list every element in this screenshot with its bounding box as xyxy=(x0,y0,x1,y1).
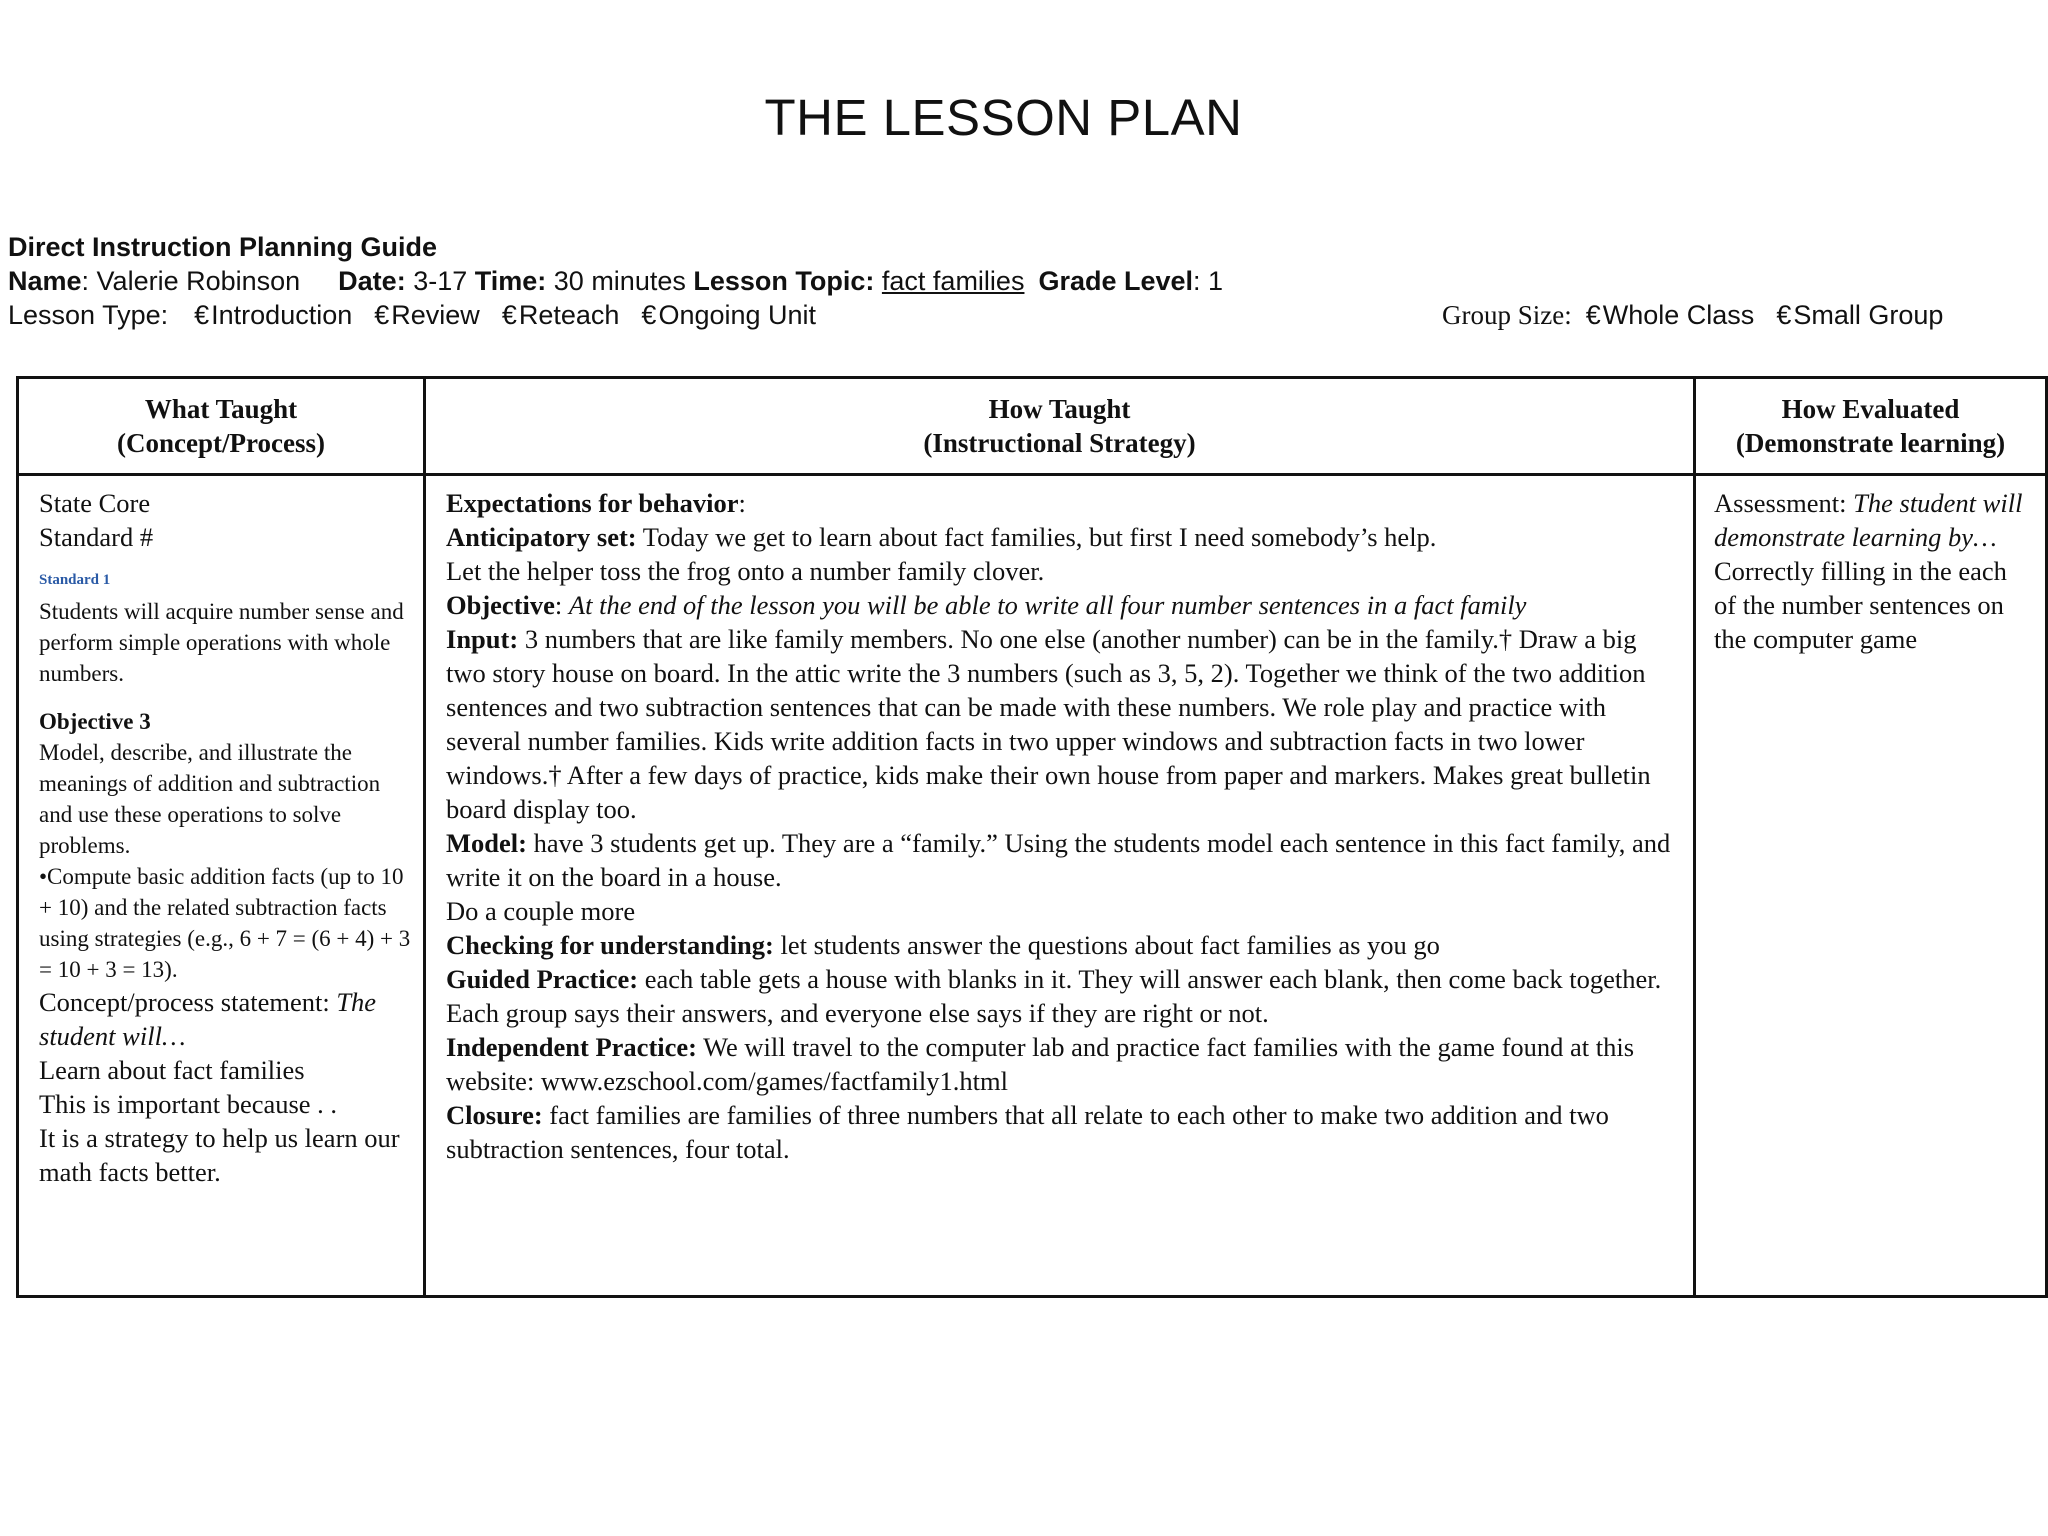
standard-num-label: Standard # xyxy=(39,522,154,552)
standard-link[interactable]: Standard 1 xyxy=(39,572,111,588)
time-value: 30 minutes xyxy=(546,266,686,296)
checkbox-icon: € xyxy=(374,300,390,330)
header-how-taught: How Taught (Instructional Strategy) xyxy=(425,378,1695,475)
group-size-option-whole-class[interactable] xyxy=(1586,300,1755,330)
lesson-type-option-ongoing-unit[interactable] xyxy=(641,300,816,330)
page-title: THE LESSON PLAN xyxy=(764,89,1243,146)
grade-label: Grade Level xyxy=(1038,266,1194,296)
lesson-plan-table xyxy=(16,376,2048,1298)
bullet-text: •Compute basic addition facts (up to 10 + 10) and the related subtraction facts using strategies (e.g., 6 + 7 = (6 + 4) + 3 = 10 + 3 = 13). xyxy=(39,864,411,982)
concept-value: Learn about fact families xyxy=(39,1055,305,1085)
assessment-statement: Assessment: The student will demonstrate learning by… xyxy=(1714,488,2023,552)
option-label: Whole Class xyxy=(1602,300,1755,330)
option-label: Review xyxy=(391,300,480,330)
name-label: Name xyxy=(8,266,82,296)
input-paragraph: Input: 3 numbers that are like family members. No one else (another number) can be in the family.† Draw a big two story house on board. In the attic write the 3 numbers (such as 3, 5, 2). Together we think of the two addition sentences and two subtraction sentences that can be made with these numbers. We role play and practice with several number families. Kids write addition facts in two upper windows and subtraction facts in two lower windows.† After a few days of practice, kids make their own house from paper and markers. Makes great bulletin board display too. xyxy=(446,624,1651,824)
anticipatory-line2: Let the helper toss the frog onto a number family clover. xyxy=(446,556,1045,586)
important-label: This is important because . . xyxy=(39,1089,338,1119)
objective-text: Model, describe, and illustrate the meanings of addition and subtraction and use these operations to solve problems. xyxy=(39,740,381,858)
group-size-line xyxy=(1442,300,1943,331)
state-core-label: State Core xyxy=(39,488,151,518)
name-value: : Valerie Robinson xyxy=(81,266,301,296)
standard-text: Students will acquire number sense and perform simple operations with whole numbers. xyxy=(39,599,404,686)
lesson-type-option-reteach[interactable] xyxy=(502,300,620,330)
guide-title: Direct Instruction Planning Guide xyxy=(8,232,438,262)
checkbox-icon: € xyxy=(1776,300,1792,330)
guided-paragraph: Guided Practice: each table gets a house with blanks in it. They will answer each blank, then come back together. Each group says their answers, and everyone else says if they are right or not. xyxy=(446,964,1662,1028)
assessment-value: Correctly filling in the each of the number sentences on the computer game xyxy=(1714,556,2007,654)
table-body-row xyxy=(18,475,2047,1297)
date-label: Date: xyxy=(338,266,406,296)
independent-paragraph: Independent Practice: We will travel to the computer lab and practice fact families with the game found at this website: www.ezschool.com/games/factfamily1.html xyxy=(446,1032,1635,1096)
group-size-label: Group Size: xyxy=(1442,300,1572,330)
closure-paragraph: Closure: fact families are families of three numbers that all relate to each other to make two addition and two subtraction sentences, four total. xyxy=(446,1100,1609,1164)
model-line2: Do a couple more xyxy=(446,896,636,926)
option-label: Reteach xyxy=(518,300,620,330)
group-size-option-small-group[interactable] xyxy=(1776,300,1943,330)
option-label: Ongoing Unit xyxy=(658,300,817,330)
objective-label: Objective 3 xyxy=(39,709,151,734)
model-paragraph: Model: have 3 students get up. They are a “family.” Using the students model each sentence in this fact family, and write it on the board in a house. xyxy=(446,828,1671,892)
date-value: 3-17 xyxy=(405,266,468,296)
lesson-info-line xyxy=(8,266,1223,297)
table-header-row xyxy=(18,378,2047,475)
how-evaluated-cell xyxy=(1695,475,2047,1297)
important-value: It is a strategy to help us learn our math facts better. xyxy=(39,1123,400,1187)
topic-value: fact families xyxy=(881,266,1025,296)
lesson-type-label: Lesson Type: xyxy=(8,300,169,330)
checkbox-icon: € xyxy=(501,300,517,330)
objective-line: Objective: At the end of the lesson you will be able to write all four number sentences in a fact family xyxy=(446,590,1527,620)
lesson-type-option-review[interactable] xyxy=(374,300,480,330)
expectations-line: Expectations for behavior: xyxy=(446,488,746,518)
header-what-taught: What Taught (Concept/Process) xyxy=(18,378,425,475)
checkbox-icon: € xyxy=(194,300,210,330)
lesson-type-option-introduction[interactable] xyxy=(194,300,352,330)
concept-statement: Concept/process statement: The student will… xyxy=(39,987,377,1051)
checkbox-icon: € xyxy=(641,300,657,330)
what-taught-cell xyxy=(18,475,425,1297)
anticipatory-line: Anticipatory set: Today we get to learn about fact families, but first I need somebody’s help. xyxy=(446,522,1437,552)
topic-label: Lesson Topic: xyxy=(693,266,875,296)
lesson-type-line xyxy=(8,300,838,331)
how-taught-cell xyxy=(425,475,1695,1297)
header-how-evaluated: How Evaluated (Demonstrate learning) xyxy=(1695,378,2047,475)
checkbox-icon: € xyxy=(1585,300,1601,330)
grade-value: : 1 xyxy=(1193,266,1224,296)
option-label: Small Group xyxy=(1793,300,1944,330)
checking-line: Checking for understanding: let students answer the questions about fact families as you go xyxy=(446,930,1440,960)
time-label: Time: xyxy=(474,266,547,296)
option-label: Introduction xyxy=(211,300,353,330)
